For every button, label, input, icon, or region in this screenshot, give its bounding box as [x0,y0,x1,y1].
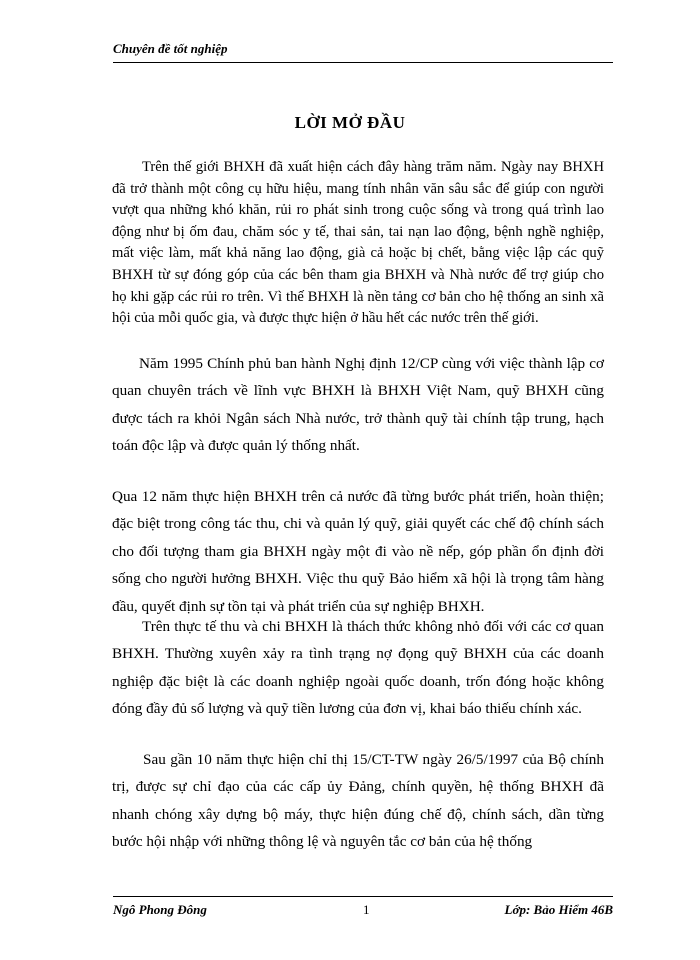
paragraph-4: Trên thực tế thu và chi BHXH là thách thức không nhỏ đối với các cơ quan BHXH. Thường xuyên xảy ra tình trạng nợ đọng quỹ BHXH của các doanh nghiệp đặc biệt là các doanh nghiệp ngoài quốc doanh, trốn đóng hoặc không đóng đầy đủ số lượng và quỹ tiền lương của đơn vị, khai báo thiếu chính xác. [112,618,604,718]
paragraph-3: Qua 12 năm thực hiện BHXH trên cả nước đã từng bước phát triển, hoàn thiện; đặc biệt trong công tác thu, chi và quản lý quỹ, giải quyết các chế độ chính sách cho đối tượng tham gia BHXH ngày một đi vào nề nếp, góp phần ổn định đời sống cho người hưởng BHXH. Việc thu quỹ Bảo hiểm xã hội là trọng tâm hàng đầu, quyết định sự tồn tại và phát triển của sự nghiệp BHXH. [112,488,604,615]
paragraph-2: Năm 1995 Chính phủ ban hành Nghị định 12/CP cùng với việc thành lập cơ quan chuyên trách về lĩnh vực BHXH là BHXH Việt Nam, quỹ BHXH cũng được tách ra khỏi Ngân sách Nhà nước, trở thành quỹ tài chính tập trung, hạch toán độc lập và được quản lý thống nhất. [112,355,604,455]
header-title: Chuyên đề tốt nghiệp [113,41,228,56]
document-heading: LỜI MỞ ĐẦU [294,113,406,132]
paragraph-5: Sau gần 10 năm thực hiện chỉ thị 15/CT-TW ngày 26/5/1997 của Bộ chính trị, được sự chỉ đạo của các cấp ủy Đảng, chính quyền, hệ thống BHXH đã nhanh chóng xây dựng bộ máy, thực hiện đúng chế độ, chính sách, dần từng bước hội nhập với những thông lệ và nguyên tắc cơ bản của hệ thống [112,751,604,851]
paragraph-1: Trên thế giới BHXH đã xuất hiện cách đây hàng trăm năm. Ngày nay BHXH đã trở thành một công cụ hữu hiệu, mang tính nhân văn sâu sắc để giúp con người vượt qua những khó khăn, rủi ro phát sinh trong cuộc sống và trong quá trình lao động như bị ốm đau, chăm sóc y tế, thai sản, tai nạn lao động, bệnh nghề nghiệp, mất việc làm, mất khả năng lao động, già cả hoặc bị chết, bằng việc lập các quỹ BHXH từ sự đóng góp của các bên tham gia BHXH và Nhà nước để trợ giúp cho họ khi gặp các rủi ro trên. Vì thế BHXH là nền tảng cơ bản cho hệ thống an sinh xã hội của mỗi quốc gia, và được thực hiện ở hầu hết các nước trên thế giới. [112,159,604,327]
footer-class: Lớp: Bảo Hiểm 46B [504,902,613,917]
page-footer [113,896,613,921]
footer-author: Ngô Phong Đông [113,902,207,917]
footer-page-number: 1 [363,902,370,917]
page-header [113,40,613,63]
